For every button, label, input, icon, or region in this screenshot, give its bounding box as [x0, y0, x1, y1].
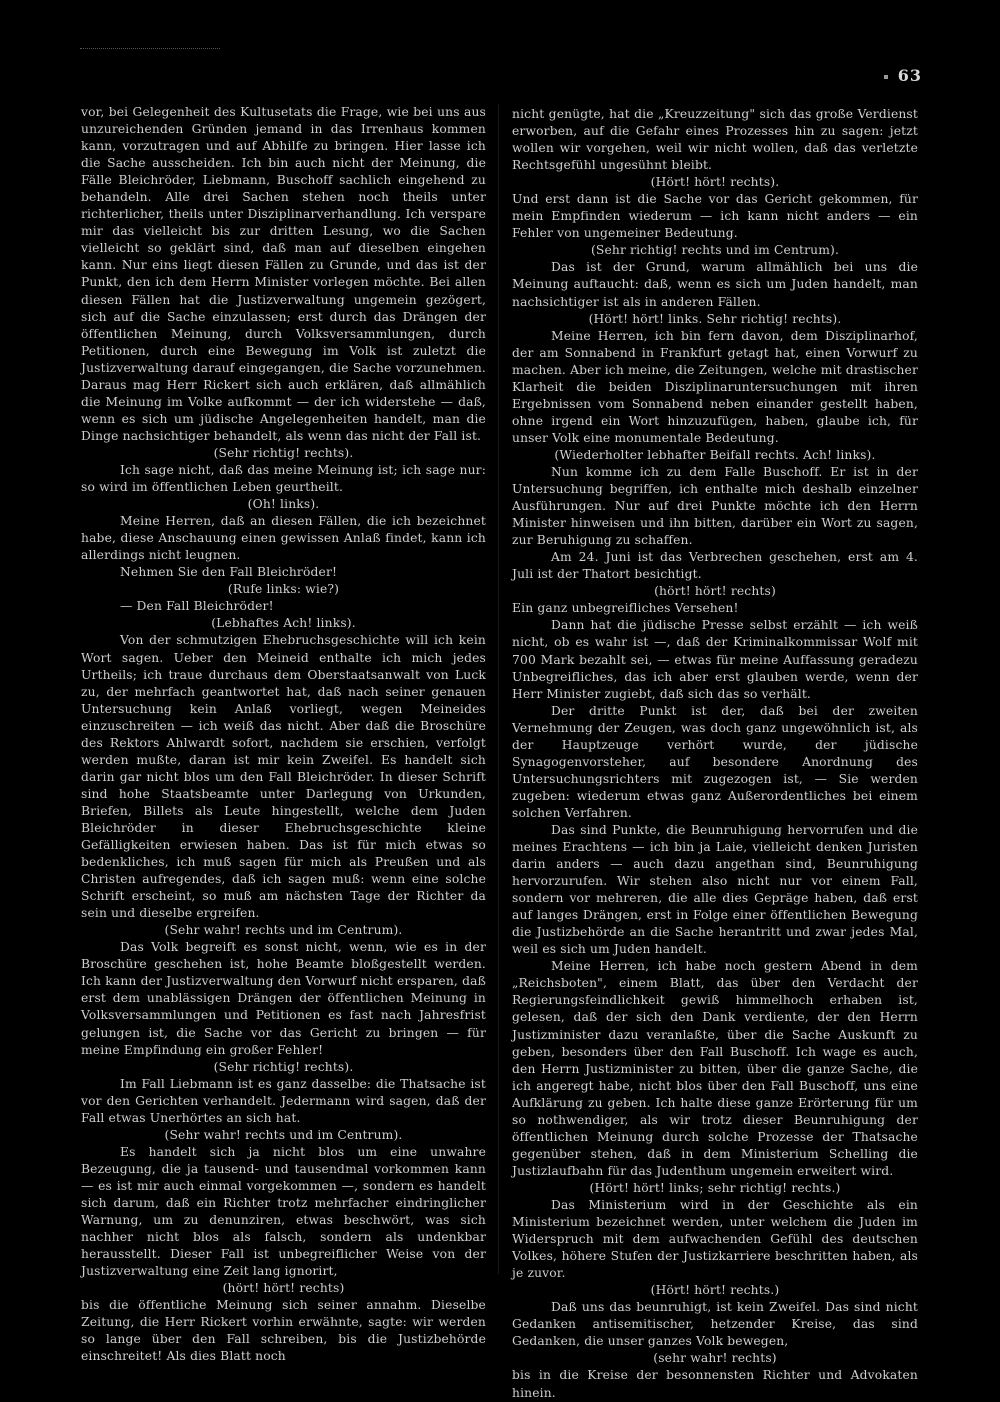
- paragraph: nicht genügte, hat die „Kreuzzeitung" sich das große Verdienst erworben, auf die Gefahr eines Prozesses hin zu sagen: jetzt wollen wir vorgehen, weil wir nicht wollen, daß das verletzte Rechtsgefühl ungesühnt bleibt.: [512, 107, 918, 173]
- column-divider: [498, 104, 499, 1274]
- page-number: 63: [897, 66, 922, 85]
- paragraph: Das ist der Grund, warum allmählich bei uns die Meinung auftaucht: daß, wenn es sich um Juden handelt, man nachsichtiger ist als in anderen Fällen.: [512, 260, 918, 309]
- interjection: (hört! hört! rechts): [654, 584, 776, 599]
- paragraph: Meine Herren, daß an diesen Fällen, die ich bezeichnet habe, diese Anschauung einen gewissen Anlaß findet, kann ich allerdings nicht leugnen.: [81, 514, 486, 563]
- paragraph: vor, bei Gelegenheit des Kultusetats die Frage, wie bei uns aus unzureichenden Gründen jemand in das Irrenhaus kommen kann, vorzutragen und auf Abhilfe zu bringen. Hier lasse ich die Sache ausscheiden. Ich bin auch nicht der Meinung, die Fälle Bleichröder, Liebmann, Buschoff sachlich eingehend zu behandeln. Alle drei Sachen stehen noch theils unter richterlicher, theils unter Disziplinarverhandlung. Ich verspare mir das vielleicht bis zur dritten Lesung, wo die Sachen vielleicht so geklärt sind, daß man auf dieselben eingehen kann. Nur eins liegt diesen Fällen zu Grunde, und das ist der Punkt, den ich dem Herrn Minister vorlegen möchte. Bei allen diesen Fällen hat die Justizverwaltung ungemein gezögert, sich auf die Sache einzulassen; erst durch das Drängen der öffentlichen Meinung, durch Volksversammlungen, durch Petitionen, durch eine Bewegung im Volk ist zuletzt die Justizverwaltung darauf eingegangen, die Sache vorzunehmen. Daraus mag Herr Rickert sich auch erklären, daß allmählich die Meinung im Volke aufkommt — der ich widerstehe — daß, wenn es sich um jüdische Angelegenheiten handelt, man die Dinge nachsichtiger behandelt, als wenn das nicht der Fall ist.: [81, 105, 486, 443]
- right-column: [512, 106, 918, 1402]
- paragraph: Der dritte Punkt ist der, daß bei der zweiten Vernehmung der Zeugen, was doch ganz ungewöhnlich ist, als der Hauptzeuge verhört wurde, der jüdische Synagogenvorsteher, auf besondere Anordnung des Untersuchungsrichters mit zugezogen ist, — Sie werden zugeben: wiederum etwas ganz Außerordentliches bei einem solchen Verfahren.: [512, 703, 918, 820]
- interjection: (Oh! links).: [247, 497, 320, 512]
- paragraph: Nun komme ich zu dem Falle Buschoff. Er ist in der Untersuchung begriffen, ich enthalte mich deshalb einzelner Ausführungen. Nur auf drei Punkte möchte ich den Herrn Minister hinweisen und ihn bitten, darüber ein Wort zu sagen, zur Beruhigung zu schaffen.: [512, 464, 918, 548]
- paragraph: Daß uns das beunruhigt, ist kein Zweifel. Das sind nicht Gedanken antisemitischer, hetzender Kreise, das sind Gedanken, die unser ganzes Volk bewegen,: [512, 1300, 918, 1349]
- interjection: (Hört! hört! links; sehr richtig! rechts.): [589, 1180, 841, 1195]
- paragraph: Es handelt sich ja nicht blos um eine unwahre Bezeugung, die ja tausend- und tausendmal vorkommen kann — es ist mir auch einmal vorgekommen —, sondern es handelt sich darum, daß ein Richter trotz mehrfacher eindringlicher Warnung, um zu denunziren, etwas beschwört, was sich nachher nicht blos als falsch, sondern als undenkbar herausstellt. Dieser Fall ist unbegreiflicher Weise von der Justizverwaltung eine Zeit lang ignorirt,: [81, 1144, 486, 1279]
- paragraph: Dann hat die jüdische Presse selbst erzählt — ich weiß nicht, ob es wahr ist —, daß der Kriminalkommissar Wolf mit 700 Mark bezahlt sei, — etwas für meine Auffassung geradezu Unbegreifliches, das ich aber erst glauben werde, wenn der Herr Minister zugiebt, daß sich das so verhält.: [512, 618, 918, 701]
- paragraph: — Den Fall Bleichröder!: [120, 599, 274, 614]
- paragraph: bis in die Kreise der besonnensten Richter und Advokaten hinein.: [512, 1368, 918, 1400]
- interjection: (hört! hört! rechts): [222, 1281, 345, 1296]
- paragraph: Meine Herren, ich bin fern davon, dem Disziplinarhof, der am Sonnabend in Frankfurt getagt hat, einen Vorwurf zu machen. Aber ich meine, die Zeitungen, welche mit drastischer Klarheit die beiden Disziplinaruntersuchungen mit ihren Ergebnissen vom Sonnabend neben einander gestellt haben, ohne irgend ein Wort hinzuzufügen, haben, glaube ich, für unser Volk eine monumentale Bedeutung.: [512, 328, 918, 445]
- interjection: (Sehr wahr! rechts und im Centrum).: [164, 923, 403, 938]
- interjection: (Hört! hört! links. Sehr richtig! rechts).: [588, 311, 842, 326]
- interjection: (Hört! hört! rechts.): [650, 1283, 780, 1298]
- paragraph: Nehmen Sie den Fall Bleichröder!: [120, 565, 338, 580]
- top-edge-marks: [80, 48, 220, 52]
- paragraph: Und erst dann ist die Sache vor das Gericht gekommen, für mein Empfinden wiederum — ich kann nicht anders — ein Fehler von ungemeiner Bedeutung.: [512, 192, 918, 241]
- interjection: (Wiederholter lebhafter Beifall rechts. Ach! links).: [554, 447, 876, 462]
- paragraph: Das Volk begreift es sonst nicht, wenn, wie es in der Broschüre geschehen ist, hohe Beamte bloßgestellt werden. Ich kann der Justizverwaltung den Vorwurf nicht ersparen, daß erst dem unablässigen Drängen der öffentlichen Meinung in Volksversammlungen und Petitionen es fast nach Jahresfrist gelungen ist, die Sache vor das Gericht zu bringen — für meine Empfindung ein großer Fehler!: [81, 940, 486, 1057]
- interjection: (Sehr richtig! rechts und im Centrum).: [590, 243, 840, 258]
- paragraph: Meine Herren, ich habe noch gestern Abend in dem „Reichsboten", einem Blatt, das über den Verdacht der Regierungsfeindlichkeit gewiß himmelhoch erhaben ist, gelesen, daß der sich den Dank verdiente, der den Herrn Justizminister dazu veranlaßte, über die Sache Auskunft zu geben, besonders über den Fall Buschoff. Ich wage es auch, den Herrn Justizminister zu bitten, über die ganze Sache, die ich angeregt habe, nicht blos über den Fall Buschoff, uns eine Aufklärung zu geben. Ich halte diese ganze Erörterung für um so nothwendiger, als wir trotz dieser Beunruhigung der öffentlichen Meinung durch solche Prozesse der Thatsache gegenüber stehen, daß in dem Ministerium Schelling die Justizlaufbahn für das Judenthum ungemein erweitert wird.: [512, 959, 918, 1178]
- left-column: [81, 104, 486, 1365]
- paragraph: Von der schmutzigen Ehebruchsgeschichte will ich kein Wort sagen. Ueber den Meineid enthalte ich mich jedes Urtheils; ich traue durchaus dem Oberstaatsanwalt von Luck zu, der mehrfach geantwortet hat, daß nach seiner genauen Untersuchung kein Anlaß vorliegt, wegen Meineides einzuschreiten — ich weiß das nicht. Aber daß die Broschüre des Rektors Ahlwardt sofort, nachdem sie erschien, verfolgt werden mußte, daran ist mir kein Zweifel. Es handelt sich darin gar nicht blos um den Fall Bleichröder. In dieser Schrift sind hohe Staatsbeamte unter Darlegung von Urkunden, Briefen, Billets als Leute hingestellt, welche dem Juden Bleichröder in dieser Ehebruchsgeschichte kleine Gefälligkeiten erwiesen haben. Das ist für mich etwas so bedenkliches, ich muß sagen für mich als Preußen und als Christen aufregendes, daß ich sagen muß: wenn eine solche Schrift erscheint, so muß am nächsten Tage der Richter da sein und dieselbe ergreifen.: [81, 633, 486, 921]
- paragraph: Das Ministerium wird in der Geschichte als ein Ministerium bezeichnet werden, unter welchem die Juden im Widerspruch mit dem aufwachenden Gefühl des deutschen Volkes, höhere Stufen der Justizkarriere beschritten haben, als je zuvor.: [512, 1198, 918, 1281]
- interjection: (sehr wahr! rechts): [653, 1351, 777, 1366]
- interjection: (Lebhaftes Ach! links).: [211, 616, 356, 631]
- interjection: (Sehr richtig! rechts).: [213, 1059, 354, 1074]
- paragraph: Am 24. Juni ist das Verbrechen geschehen, erst am 4. Juli ist der Thatort besichtigt.: [512, 550, 918, 582]
- interjection: (Hört! hört! rechts).: [650, 175, 780, 190]
- paragraph: Das sind Punkte, die Beunruhigung hervorrufen und die meines Erachtens — ich bin ja Laie, vielleicht denken Juristen darin anders — auch dazu angethan sind, Beunruhigung hervorzurufen. Wir stehen also nicht nur vor einem Fall, sondern vor mehreren, die alle dies Gepräge haben, daß erst auf langes Drängen, erst in Folge einer öffentlichen Bewegung die Justizbehörde an die Sache herantritt und zwar jedes Mal, weil es sich um Juden handelt.: [512, 822, 918, 957]
- paragraph: Ich sage nicht, daß das meine Meinung ist; ich sage nur: so wird im öffentlichen Leben geurtheilt.: [81, 462, 486, 495]
- paragraph: Ein ganz unbegreifliches Versehen!: [512, 601, 739, 616]
- interjection: (Sehr wahr! rechts und im Centrum).: [164, 1127, 403, 1142]
- interjection: (Rufe links: wie?): [227, 582, 340, 597]
- paragraph: Im Fall Liebmann ist es ganz dasselbe: die Thatsache ist vor den Gerichten verhandelt. Jedermann wird sagen, daß der Fall etwas Unerhörtes an sich hat.: [81, 1076, 486, 1125]
- interjection: (Sehr richtig! rechts).: [213, 445, 354, 460]
- paragraph: bis die öffentliche Meinung sich seiner annahm. Dieselbe Zeitung, die Herr Rickert vorhin erwähnte, sagte: wir werden so lange über den Fall schreiben, bis die Justizbehörde einschreitet! Als dies Blatt noch: [81, 1298, 486, 1364]
